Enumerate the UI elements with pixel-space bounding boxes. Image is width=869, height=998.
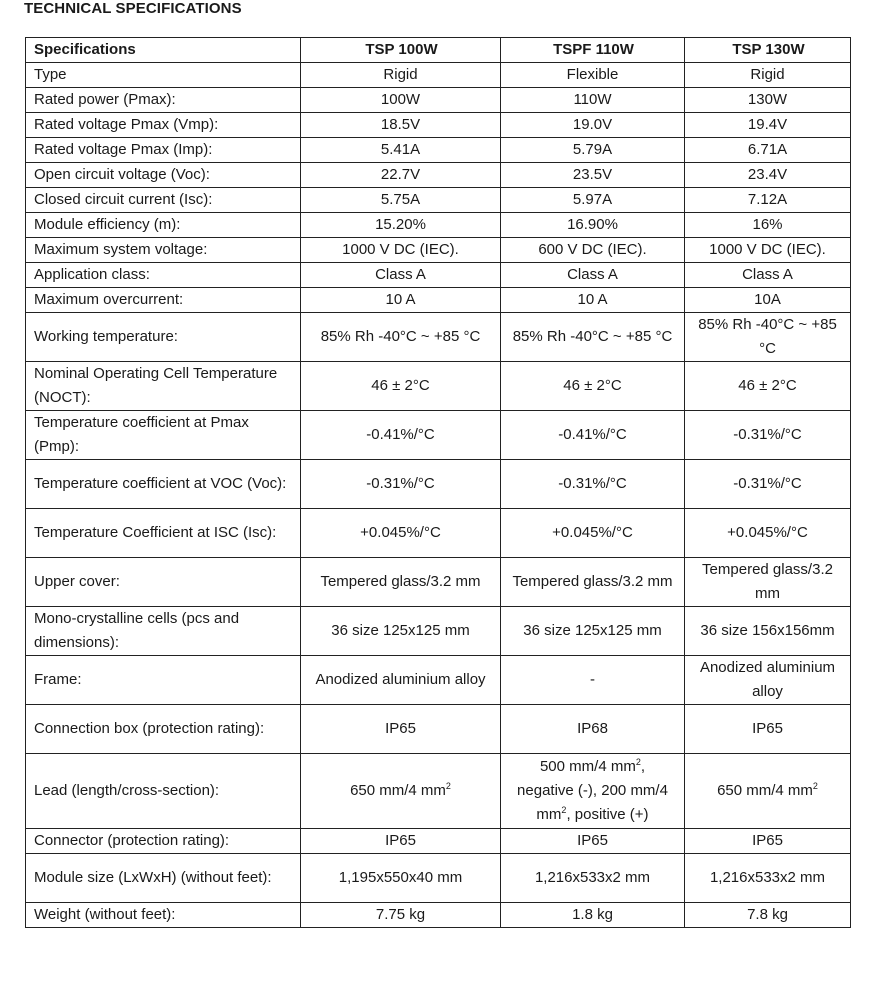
table-row xyxy=(26,509,851,558)
cell-value: 7.12A xyxy=(685,188,851,213)
table-row xyxy=(26,854,851,903)
row-label: Weight (without feet): xyxy=(26,903,301,928)
cell-value: 10 A xyxy=(501,288,685,313)
row-label: Temperature coefficient at VOC (Voc): xyxy=(26,460,301,509)
row-label: Nominal Operating Cell Temperature (NOCT): xyxy=(26,362,301,411)
cell-value: 5.79A xyxy=(501,138,685,163)
cell-value: -0.31%/°C xyxy=(501,460,685,509)
cell-value: 5.75A xyxy=(301,188,501,213)
cell-value: IP65 xyxy=(301,829,501,854)
table-row xyxy=(26,607,851,656)
cell-value: 1000 V DC (IEC). xyxy=(301,238,501,263)
cell-value: 10 A xyxy=(301,288,501,313)
lead-value-tsp100: 650 mm/4 mm xyxy=(350,782,446,799)
column-header-specifications: Specifications xyxy=(26,38,301,63)
superscript: 2 xyxy=(561,805,567,815)
cell-value: IP65 xyxy=(685,705,851,754)
table-row xyxy=(26,903,851,928)
cell-value: 23.5V xyxy=(501,163,685,188)
cell-value: 1.8 kg xyxy=(501,903,685,928)
cell-value: 46 ± 2°C xyxy=(301,362,501,411)
row-label: Temperature Coefficient at ISC (Isc): xyxy=(26,509,301,558)
row-label: Module size (LxWxH) (without feet): xyxy=(26,854,301,903)
row-label: Maximum system voltage: xyxy=(26,238,301,263)
cell-value: 16.90% xyxy=(501,213,685,238)
page-title: TECHNICAL SPECIFICATIONS xyxy=(24,0,242,17)
cell-value: Class A xyxy=(685,263,851,288)
table-row xyxy=(26,63,851,88)
cell-value: IP65 xyxy=(301,705,501,754)
cell-value: 500 mm/4 $mm^2$, negative (-), 200 mm/4 $mm^2$, positive (+) xyxy=(501,754,685,829)
cell-value xyxy=(685,754,851,829)
cell-value: 46 ± 2°C xyxy=(685,362,851,411)
cell-value: 22.7V xyxy=(301,163,501,188)
table-row xyxy=(26,263,851,288)
cell-value: 10A xyxy=(685,288,851,313)
row-label: Open circuit voltage (Voc): xyxy=(26,163,301,188)
row-label: Frame: xyxy=(26,656,301,705)
superscript: 2 xyxy=(445,781,451,791)
cell-value: 15.20% xyxy=(301,213,501,238)
cell-value: - xyxy=(501,656,685,705)
cell-value: 19.4V xyxy=(685,113,851,138)
cell-value: Rigid xyxy=(301,63,501,88)
cell-value: Anodized aluminium alloy xyxy=(685,656,851,705)
cell-value: 23.4V xyxy=(685,163,851,188)
cell-value: Tempered glass/3.2 mm xyxy=(501,558,685,607)
cell-value: -0.31%/°C xyxy=(685,411,851,460)
table-row xyxy=(26,754,851,829)
cell-value: -0.31%/°C xyxy=(301,460,501,509)
cell-value: Anodized aluminium alloy xyxy=(301,656,501,705)
table-row xyxy=(26,558,851,607)
row-label: Module efficiency (m): xyxy=(26,213,301,238)
row-label: Closed circuit current (Isc): xyxy=(26,188,301,213)
cell-value: 5.41A xyxy=(301,138,501,163)
cell-value: IP68 xyxy=(501,705,685,754)
cell-value: Class A xyxy=(501,263,685,288)
cell-value: 7.8 kg xyxy=(685,903,851,928)
lead-value-tspf110-part3: mm xyxy=(536,806,562,823)
row-label: Temperature coefficient at Pmax (Pmp): xyxy=(26,411,301,460)
row-label: Rated voltage Pmax (Vmp): xyxy=(26,113,301,138)
cell-value: Tempered glass/3.2 mm xyxy=(685,558,851,607)
table-row xyxy=(26,656,851,705)
cell-value: 600 V DC (IEC). xyxy=(501,238,685,263)
cell-value: Tempered glass/3.2 mm xyxy=(301,558,501,607)
cell-value: 85% Rh -40°C ~ +85 °C xyxy=(301,313,501,362)
cell-value: 5.97A xyxy=(501,188,685,213)
cell-value: 1000 V DC (IEC). xyxy=(685,238,851,263)
row-label: Upper cover: xyxy=(26,558,301,607)
column-header-tspf-110w: TSPF 110W xyxy=(501,38,685,63)
cell-value: 6.71A xyxy=(685,138,851,163)
cell-value: 18.5V xyxy=(301,113,501,138)
table-header-row xyxy=(26,38,851,63)
cell-value: 36 size 125x125 mm xyxy=(501,607,685,656)
cell-value: Class A xyxy=(301,263,501,288)
cell-value: 85% Rh -40°C ~ +85 °C xyxy=(685,313,851,362)
table-row xyxy=(26,88,851,113)
row-label: Maximum overcurrent: xyxy=(26,288,301,313)
specifications-table xyxy=(25,37,851,928)
cell-value: -0.41%/°C xyxy=(301,411,501,460)
cell-value: 1,216x533x2 mm xyxy=(685,854,851,903)
cell-value: IP65 xyxy=(501,829,685,854)
column-header-tsp-130w: TSP 130W xyxy=(685,38,851,63)
cell-value: 130W xyxy=(685,88,851,113)
cell-value: 16% xyxy=(685,213,851,238)
table-row xyxy=(26,213,851,238)
cell-value: +0.045%/°C xyxy=(685,509,851,558)
row-label: Connection box (protection rating): xyxy=(26,705,301,754)
table-row xyxy=(26,411,851,460)
row-label: Connector (protection rating): xyxy=(26,829,301,854)
table-row xyxy=(26,288,851,313)
cell-value: 85% Rh -40°C ~ +85 °C xyxy=(501,313,685,362)
table-row xyxy=(26,705,851,754)
superscript: 2 xyxy=(635,757,641,767)
cell-value: 100W xyxy=(301,88,501,113)
cell-value: 36 size 156x156mm xyxy=(685,607,851,656)
table-row xyxy=(26,138,851,163)
table-row xyxy=(26,238,851,263)
cell-value: 19.0V xyxy=(501,113,685,138)
lead-value-tsp130: 650 mm/4 mm xyxy=(717,782,813,799)
row-label: Working temperature: xyxy=(26,313,301,362)
row-label: Lead (length/cross-section): xyxy=(26,754,301,829)
cell-value: -0.31%/°C xyxy=(685,460,851,509)
cell-value: 110W xyxy=(501,88,685,113)
row-label: Rated power (Pmax): xyxy=(26,88,301,113)
row-label: Type xyxy=(26,63,301,88)
cell-value: 1,195x550x40 mm xyxy=(301,854,501,903)
cell-value: -0.41%/°C xyxy=(501,411,685,460)
cell-value xyxy=(301,754,501,829)
cell-value: 7.75 kg xyxy=(301,903,501,928)
cell-value: IP65 xyxy=(685,829,851,854)
cell-value: Flexible xyxy=(501,63,685,88)
table-row xyxy=(26,188,851,213)
lead-value-tspf110-part4: , positive (+) xyxy=(566,806,649,823)
cell-value: +0.045%/°C xyxy=(301,509,501,558)
table-row xyxy=(26,460,851,509)
cell-value: 46 ± 2°C xyxy=(501,362,685,411)
row-label: Mono-crystalline cells (pcs and dimensions): xyxy=(26,607,301,656)
superscript: 2 xyxy=(812,781,818,791)
table-row xyxy=(26,829,851,854)
cell-value: 1,216x533x2 mm xyxy=(501,854,685,903)
lead-value-tspf110-part2: negative (-), 200 mm/4 xyxy=(517,782,668,799)
table-row xyxy=(26,163,851,188)
row-label: Application class: xyxy=(26,263,301,288)
lead-value-tspf110-part1: 500 mm/4 mm xyxy=(539,758,636,775)
table-row xyxy=(26,313,851,362)
row-label: Rated voltage Pmax (Imp): xyxy=(26,138,301,163)
cell-value: 36 size 125x125 mm xyxy=(301,607,501,656)
table-row xyxy=(26,362,851,411)
cell-value: +0.045%/°C xyxy=(501,509,685,558)
column-header-tsp-100w: TSP 100W xyxy=(301,38,501,63)
table-row xyxy=(26,113,851,138)
cell-value: Rigid xyxy=(685,63,851,88)
